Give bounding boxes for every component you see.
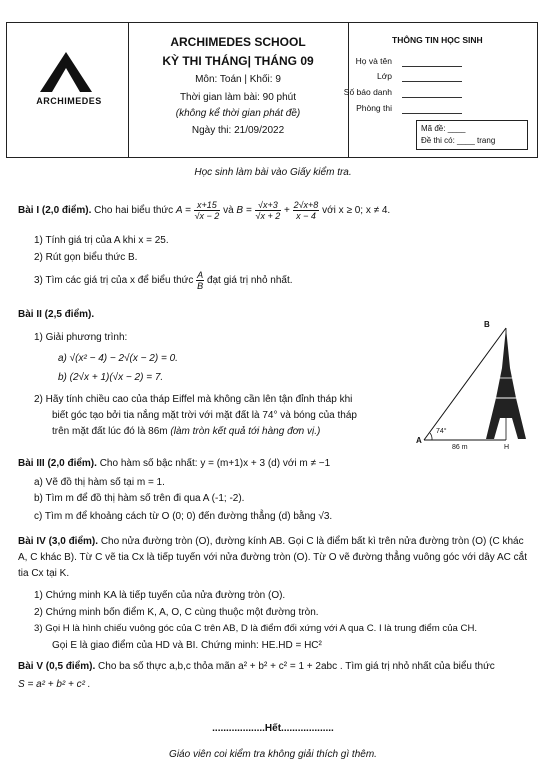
bai-5-text: Cho ba số thực a,b,c thỏa mãn a² + b² + c² = 1 + 2abc . Tìm giá trị nhỏ nhất của biểu thức	[98, 661, 495, 672]
plus-sign: +	[283, 205, 290, 217]
expr-b1-den: √x + 2	[255, 211, 281, 221]
duration: Thời gian làm bài: 90 phút	[179, 92, 297, 103]
expr-b1-num: √x+3	[255, 200, 282, 211]
bai-1-q3-b: đạt giá trị nhỏ nhất.	[206, 275, 293, 287]
angle-arc	[430, 433, 432, 440]
bai-2-q2-l2: biết góc tạo bởi tia nắng mặt trời với mặt đất là 74° và bóng của tháp	[52, 410, 357, 421]
field-name-blank[interactable]	[402, 66, 462, 67]
exam-title: KỲ THI THÁNG| THÁNG 09	[162, 54, 314, 68]
ratio-frac	[196, 270, 204, 291]
instruction: Học sinh làm bài vào Giấy kiểm tra.	[194, 167, 352, 178]
expr-b2-num: 2√x+8	[293, 200, 319, 210]
eiffel-figure	[416, 318, 540, 452]
bai-2-a: a) √(x² − 4) − 2√(x − 2) = 0.	[58, 353, 178, 364]
logo-icon	[38, 50, 94, 94]
bai-5-stem	[18, 660, 495, 673]
shadow-length: 86 m	[452, 444, 468, 451]
expr-a-frac	[194, 200, 221, 221]
label-b: B	[484, 320, 490, 329]
bai-1-q2: 2) Rút gọn biểu thức B.	[34, 252, 138, 263]
subject: Môn: Toán | Khối: 9	[195, 74, 281, 85]
footer-note: Giáo viên coi kiểm tra không giải thích gì thêm.	[169, 749, 377, 760]
label-h: H	[504, 444, 510, 451]
field-id-label: Số báo danh	[343, 87, 392, 97]
bai-2-title: Bài II (2,5 điểm).	[18, 309, 95, 320]
info-title: THÔNG TIN HỌC SINH	[392, 35, 483, 45]
expr-a-den: √x − 2	[194, 211, 220, 221]
expr-b2-den: x − 4	[296, 211, 316, 221]
bai-2-q2-l3	[52, 425, 320, 438]
bai-4-q3-l2: Gọi E là giao điểm của HD và BI. Chứng minh: HE.HD = HC²	[52, 640, 322, 651]
bai-3-b: b) Tìm m để đồ thị hàm số trên đi qua A (-1; -2).	[34, 493, 245, 504]
field-room-blank[interactable]	[402, 113, 462, 114]
expr-b2-frac	[293, 200, 320, 221]
ratio-num: A	[197, 270, 204, 280]
angle-label: 74°	[436, 428, 447, 435]
bai-3-lead: Bài III (2,0 điểm).	[18, 458, 97, 469]
bai-4-stem	[18, 534, 530, 582]
bai-5-lead: Bài V (0,5 điểm).	[18, 661, 96, 672]
bai-1-text: Cho hai biểu thức	[94, 205, 174, 217]
ratio-den: B	[197, 281, 204, 291]
bai-1-lead: Bài I (2,0 điểm).	[18, 205, 92, 217]
duration-note: (không kể thời gian phát đề)	[175, 108, 301, 119]
bai-4-lead: Bài IV (3,0 điểm).	[18, 536, 99, 547]
bai-1-q3	[34, 270, 293, 291]
expr-b-eq: B =	[236, 205, 252, 217]
bai-2-q2-l3-main: trên mặt đất lúc đó là 86m	[52, 426, 168, 437]
field-class-blank[interactable]	[402, 81, 462, 82]
school-name: ARCHIMEDES SCHOOL	[170, 35, 306, 49]
bai-3-stem	[18, 457, 330, 470]
bai-3-text: Cho hàm số bậc nhất: y = (m+1)x + 3 (d) với m ≠ −1	[99, 458, 331, 469]
bai-2-q2-l3-note: (làm tròn kết quả tới hàng đơn vị.)	[170, 426, 321, 437]
and-word: và	[223, 205, 234, 217]
bai-5-expr: S = a² + b² + c² .	[18, 679, 91, 690]
exam-date: Ngày thi: 21/09/2022	[191, 125, 285, 136]
bai-3-a: a) Vẽ đồ thị hàm số tại m = 1.	[34, 477, 165, 488]
end-marker: ...................Hết...................	[212, 723, 334, 734]
field-room-label: Phòng thi	[356, 103, 392, 113]
bai-3-c: c) Tìm m để khoảng cách từ O (0; 0) đến đường thẳng (d) bằng √3.	[34, 511, 333, 522]
bai-4-q1: 1) Chứng minh KA là tiếp tuyến của nửa đường tròn (O).	[34, 590, 286, 601]
bai-4-text: Cho nửa đường tròn (O), đường kính AB. Gọi C là điểm bất kì trên nửa đường tròn (O) (C khác A, C khác B). Từ C vẽ tia Cx là tiếp tuyến với nửa đường tròn (O). Từ O vẽ đường thẳng vuông góc với dây AC cắt tia Cx tại K.	[18, 536, 527, 579]
bai-2-b: b) (2√x + 1)(√x − 2) = 7.	[58, 372, 164, 383]
exam-code-box: Mã đề: ____ Đề thi có: ____ trang	[416, 120, 528, 150]
field-class-label: Lớp	[376, 71, 392, 81]
logo-text: ARCHIMEDES	[36, 96, 102, 106]
bai-1-stem	[18, 200, 390, 221]
pages-label: Đề thi có:	[421, 136, 455, 145]
field-id-blank[interactable]	[402, 97, 462, 98]
bai-4-q3-l1: 3) Gọi H là hình chiếu vuông góc của C trên AB, D là điểm đối xứng với A qua C. I là trung điểm của CH.	[34, 623, 478, 634]
label-a: A	[416, 436, 422, 445]
bai-1-q1: 1) Tính giá trị của A khi x = 25.	[34, 235, 169, 246]
ma-de-label: Mã đề:	[421, 124, 446, 133]
bai-2-q1: 1) Giải phương trình:	[34, 332, 128, 343]
expr-b1-frac	[255, 200, 282, 221]
field-name-label: Họ và tên	[355, 56, 392, 66]
expr-a-eq: A =	[175, 205, 191, 217]
expr-a-num: x+15	[194, 200, 221, 211]
bai-1-q3-a: 3) Tìm các giá trị của x để biểu thức	[34, 275, 194, 287]
pages-unit: trang	[477, 136, 496, 145]
condition: với x ≥ 0; x ≠ 4.	[322, 205, 391, 217]
bai-4-q2: 2) Chứng minh bốn điểm K, A, O, C cùng thuộc một đường tròn.	[34, 607, 319, 618]
bai-2-q2-l1: 2) Hãy tính chiều cao của tháp Eiffel mà không cần lên tận đỉnh tháp khi	[34, 394, 353, 405]
